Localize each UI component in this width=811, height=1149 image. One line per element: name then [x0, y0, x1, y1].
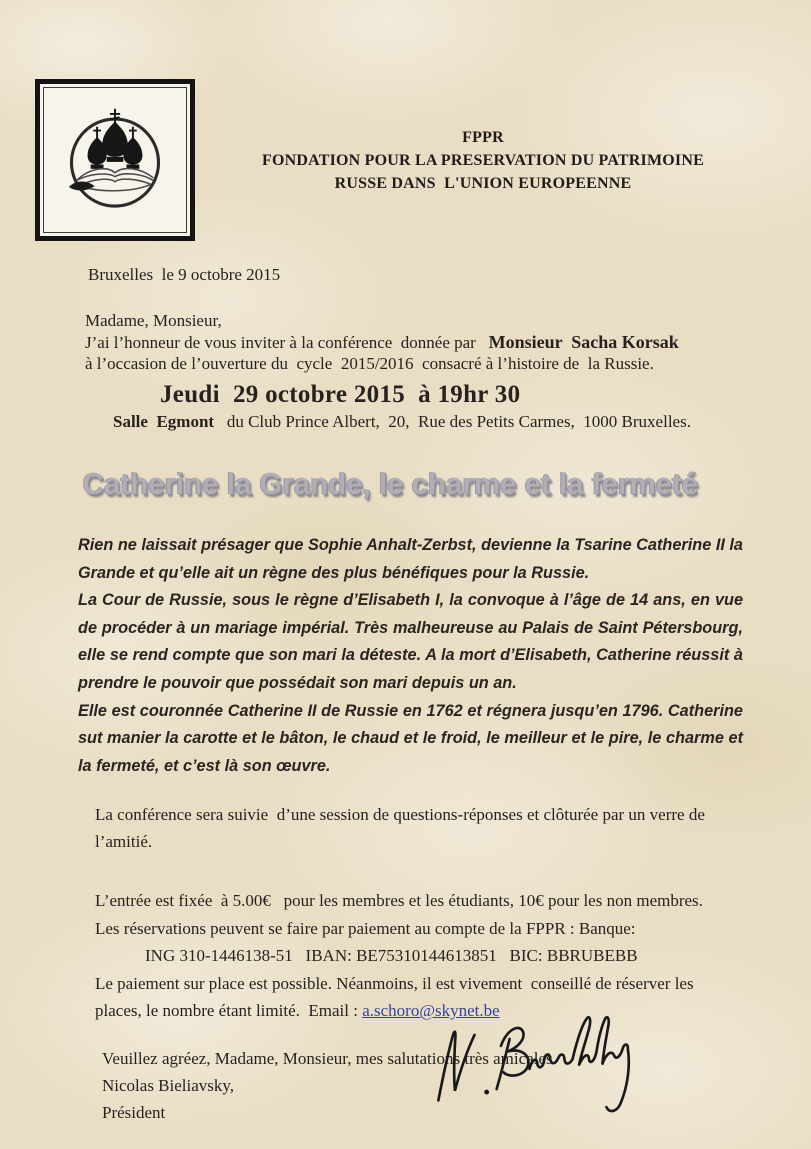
- signature-handwriting: [417, 996, 662, 1136]
- abstract-paragraph: Rien ne laissait présager que Sophie Anhalt-Zerbst, devienne la Tsarine Catherine II la Grande et qu’elle ait un règne des plus bénéfiques pour la Russie.: [78, 536, 743, 582]
- lecture-abstract: [78, 532, 743, 780]
- email-link[interactable]: a.schoro@skynet.be: [362, 1001, 500, 1021]
- org-line2: RUSSE DANS L'UNION EUROPEENNE: [334, 175, 632, 192]
- fee-line: L’entrée est fixée à 5.00€ pour les membres et les étudiants, 10€ pour les non membres.: [95, 891, 703, 911]
- valediction: Veuillez agréez, Madame, Monsieur, mes salutations très amicales.: [102, 1048, 557, 1068]
- speaker-name: Monsieur Sacha Korsak: [488, 332, 679, 352]
- org-line1: FONDATION POUR LA PRESERVATION DU PATRIMOINE: [262, 152, 704, 169]
- invitation-line2: à l’occasion de l’ouverture du cycle 2015/2016 consacré à l’histoire de la Russie.: [85, 354, 654, 373]
- invitation-line1-text: J’ai l’honneur de vous inviter à la conférence donnée par: [85, 333, 489, 352]
- church-domes-book-icon: [51, 96, 179, 224]
- event-venue: [113, 412, 811, 432]
- org-abbr: FPPR: [462, 129, 504, 146]
- bank-details: ING 310-1446138-51 IBAN: BE75310144613851 BIC: BBRUBEBB: [145, 946, 638, 966]
- payment-line-text: Le paiement sur place est possible. Néanmoins, il est vivement conseillé de réserver les places, le nombre étant limité. Email :: [95, 973, 698, 1021]
- fppr-logo: [35, 79, 195, 241]
- signatory-title: Président: [102, 1102, 166, 1122]
- event-datetime: Jeudi 29 octobre 2015 à 19hr 30: [160, 381, 521, 408]
- letterhead: [0, 0, 811, 241]
- salutation: Madame, Monsieur,: [85, 311, 222, 330]
- abstract-paragraph: Elle est couronnée Catherine II de Russie en 1762 et régnera jusqu’en 1796. Catherine sut manier la carotte et le bâton, le chaud et le froid, le meilleur et le pire, le charme et la fermeté, et c’est là son œuvre.: [78, 701, 743, 775]
- abstract-paragraph: La Cour de Russie, sous le règne d’Elisabeth I, la convoque à l’âge de 14 ans, en vue de procéder à un mariage impérial. Très malheureuse au Palais de Saint Pétersbourg, elle se rend compte que son mari la déteste. A la mort d’Elisabeth, Catherine réussit à prendre le pouvoir que possédait son mari depuis un an.: [78, 591, 743, 692]
- dateline: Bruxelles le 9 octobre 2015: [88, 265, 281, 284]
- venue-room: Salle Egmont: [113, 412, 215, 431]
- followup-note: La conférence sera suivie d’une session de questions-réponses et clôturée par un verre de l’amitié.: [95, 805, 710, 852]
- org-name-block: [195, 79, 771, 241]
- reservation-line: Les réservations peuvent se faire par paiement au compte de la FPPR : Banque:: [95, 918, 636, 938]
- signatory-name: Nicolas Bieliavsky,: [102, 1075, 235, 1095]
- venue-address: du Club Prince Albert, 20, Rue des Petits Carmes, 1000 Bruxelles.: [214, 412, 691, 431]
- lecture-title: Catherine la Grande, le charme et la fermeté: [82, 466, 699, 501]
- invitation-line1: [85, 332, 811, 353]
- signature-icon: [417, 996, 662, 1136]
